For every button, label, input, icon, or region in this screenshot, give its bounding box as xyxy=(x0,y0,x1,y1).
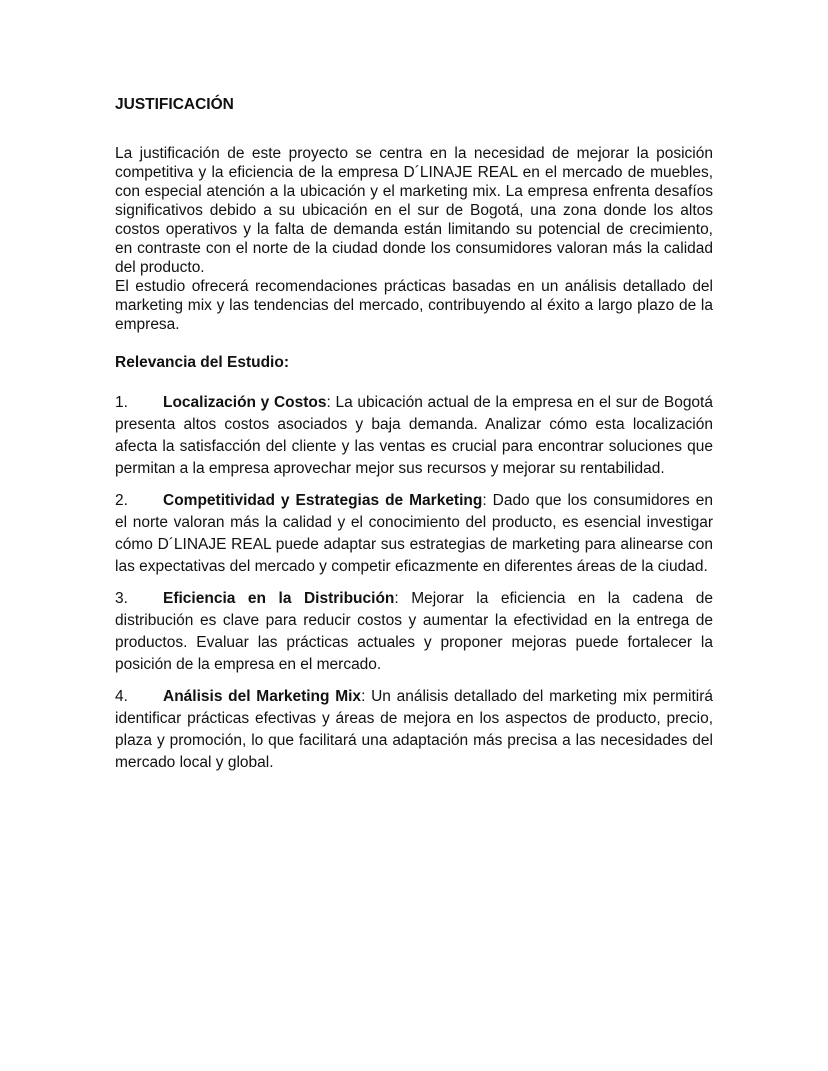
list-item-text: : Dado que los consumidores en el norte valoran más la calidad y el conocimiento del producto, es esencial investigar cómo D´LINAJE REAL puede adaptar sus estrategias de marketing para alinearse con las expectativas del mercado y competir eficazmente en diferentes áreas de la ciudad. xyxy=(115,492,713,575)
section-subheading: Relevancia del Estudio: xyxy=(115,354,289,371)
intro-paragraph: El estudio ofrecerá recomendaciones prácticas basadas en un análisis detallado del marketing mix y las tendencias del mercado, contribuyendo al éxito a largo plazo de la empresa. xyxy=(115,278,713,333)
relevance-list xyxy=(115,392,713,774)
list-item-text: : Un análisis detallado del marketing mix permitirá identificar prácticas efectivas y áreas de mejora en los aspectos de producto, precio, plaza y promoción, lo que facilitará una adaptación más precisa a las necesidades del mercado local y global. xyxy=(115,688,713,771)
list-item xyxy=(115,686,713,774)
intro-paragraph: La justificación de este proyecto se centra en la necesidad de mejorar la posición competitiva y la eficiencia de la empresa D´LINAJE REAL en el mercado de muebles, con especial atención a la ubicación y el marketing mix. La empresa enfrenta desafíos significativos debido a su ubicación en el sur de Bogotá, una zona donde los altos costos operativos y la falta de demanda están limitando su potencial de crecimiento, en contraste con el norte de la ciudad donde los consumidores valoran más la calidad del producto. xyxy=(115,145,713,276)
document-page xyxy=(115,95,713,784)
list-item-term: Competitividad y Estrategias de Marketing xyxy=(163,492,483,509)
list-item-number: 3. xyxy=(115,590,128,607)
list-item-term: Análisis del Marketing Mix xyxy=(163,688,362,705)
list-item xyxy=(115,588,713,676)
list-item xyxy=(115,392,713,480)
list-item-term: Eficiencia en la Distribución xyxy=(163,590,395,607)
list-item-term: Localización y Costos xyxy=(163,394,327,411)
list-item xyxy=(115,490,713,578)
list-item-number: 2. xyxy=(115,492,128,509)
list-item-text: : La ubicación actual de la empresa en el sur de Bogotá presenta altos costos asociados y baja demanda. Analizar cómo esta localización afecta la satisfacción del cliente y las ventas es crucial para encontrar soluciones que permitan a la empresa aprovechar mejor sus recursos y mejorar su rentabilidad. xyxy=(115,394,713,477)
intro-section xyxy=(115,144,713,334)
page-title: JUSTIFICACIÓN xyxy=(115,96,234,113)
list-item-number: 4. xyxy=(115,688,128,705)
list-item-text: : Mejorar la eficiencia en la cadena de distribución es clave para reducir costos y aumentar la efectividad en la entrega de productos. Evaluar las prácticas actuales y proponer mejoras puede fortalecer la posición de la empresa en el mercado. xyxy=(115,590,713,673)
list-item-number: 1. xyxy=(115,394,128,411)
